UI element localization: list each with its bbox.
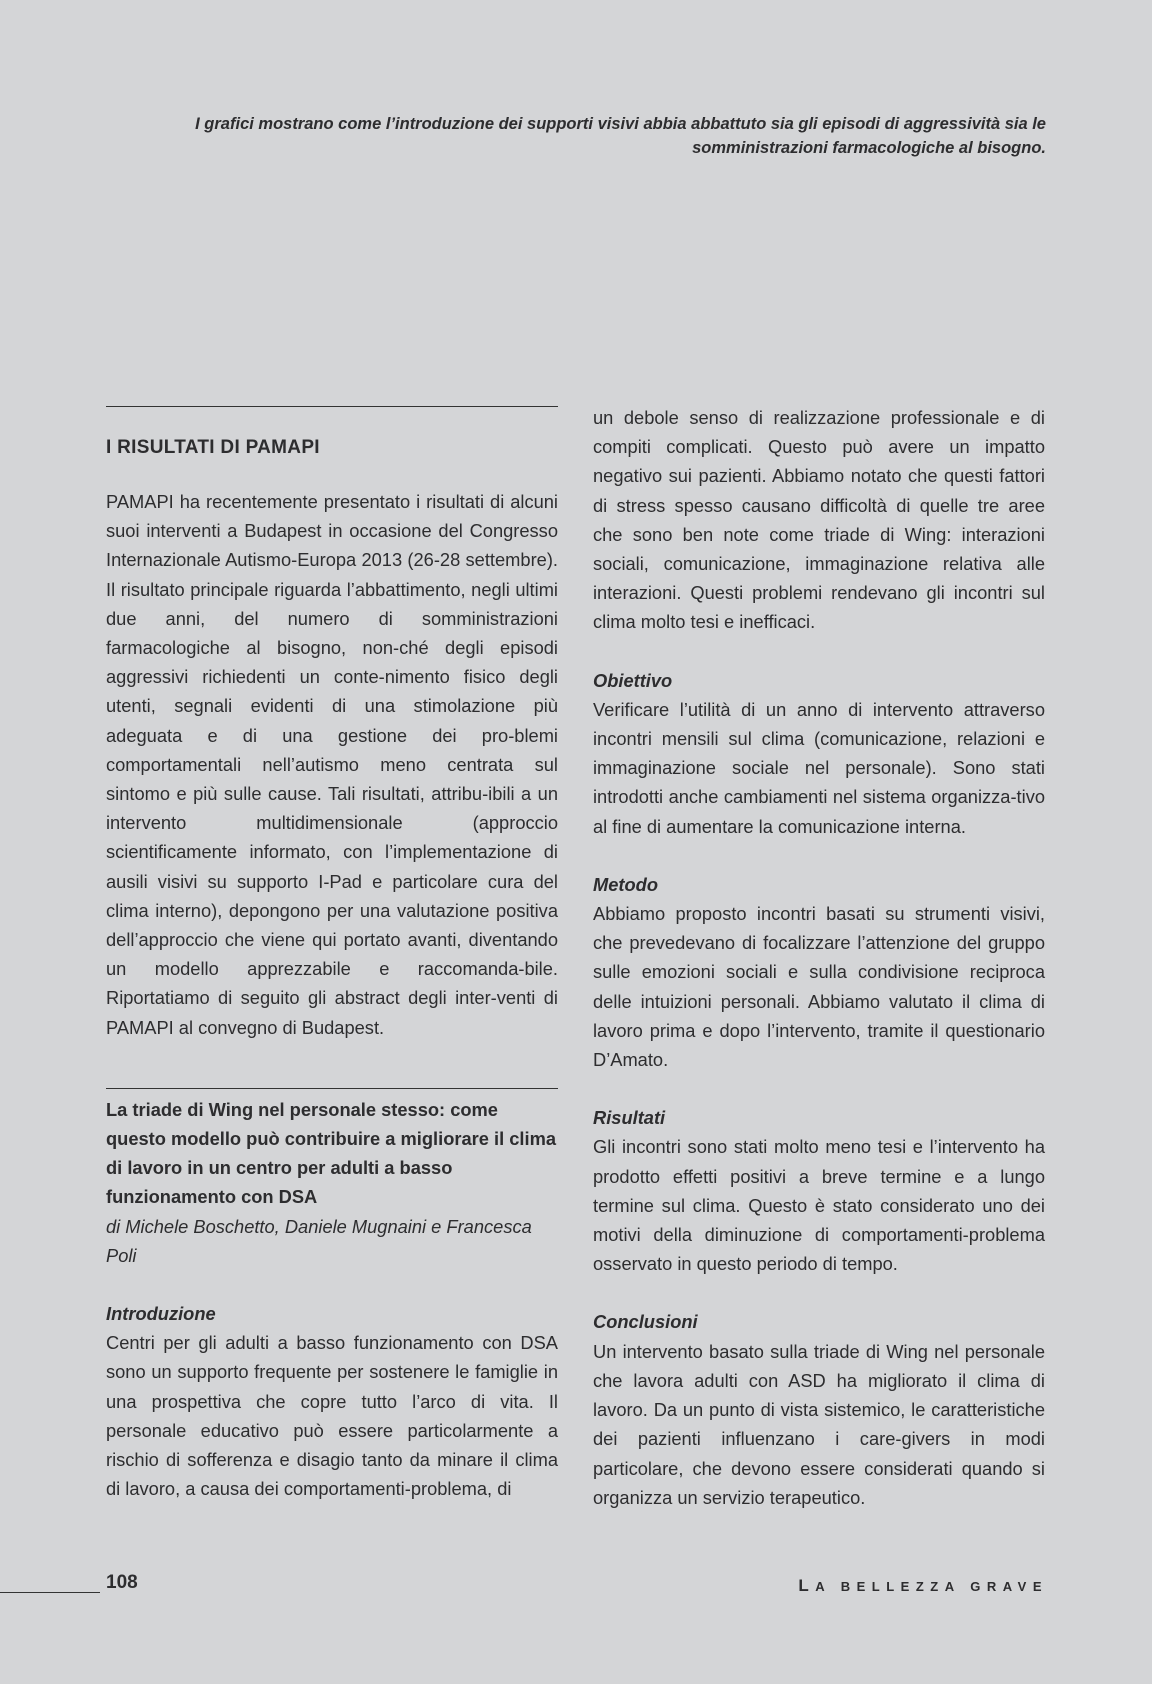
metodo-text: Abbiamo proposto incontri basati su strumenti visivi, che prevedevano di focalizzare l’attenzione del gruppo sulle emozioni sociali e sulla condivisione reciproca delle intuizioni personali. Abbiamo valutato il clima di lavoro prima e dopo l’intervento, tramite il questionario D’Amato. bbox=[593, 903, 1045, 1071]
running-title bbox=[798, 1576, 1048, 1596]
article-authors: di Michele Boschetto, Daniele Mugnaini e Francesca Poli bbox=[106, 1215, 532, 1266]
risultati-heading: Risultati bbox=[593, 1107, 666, 1129]
right-column bbox=[593, 403, 1045, 1512]
obiettivo-text: Verificare l’utilità di un anno di intervento attraverso incontri mensili sul clima (comunicazione, relazioni e immaginazione sociale nel personale). Sono stati introdotti anche cambiamenti nel sistema organizza-tivo al fine di aumentare la comunicazione interna. bbox=[593, 698, 1045, 837]
conclusioni-text: Un intervento basato sulla triade di Wing nel personale che lavora adulti con ASD ha migliorato il clima di lavoro. Da un punto di vista sistemico, le caratteristiche dei pazienti influenzano i care-givers in modi particolare, che devono essere considerati quando si organizza un servizio terapeutico. bbox=[593, 1340, 1045, 1508]
figure-caption: I grafici mostrano come l’introduzione dei supporti visivi abbia abbattuto sia gli episodi di aggressività sia le somministrazioni farmacologiche al bisogno. bbox=[195, 115, 1046, 157]
intro-heading: Introduzione bbox=[106, 1303, 216, 1325]
left-column bbox=[106, 406, 558, 1504]
running-title-cap: L bbox=[798, 1576, 816, 1595]
section-body: PAMAPI ha recentemente presentato i risultati di alcuni suoi interventi a Budapest in occasione del Congresso Internazionale Autismo-Europa 2013 (26-28 settembre). Il risultato principale riguarda l’abbattimento, negli ultimi due anni, del numero di somministrazioni farmacologiche al bisogno, non-ché degli episodi aggressivi richiedenti un conte-nimento fisico degli utenti, segnali evidenti di una stimolazione più adeguata e di una gestione dei pro-blemi comportamentali nell’autismo meno centrata sul sintomo e più sulle cause. Tali risultati, attribu-ibili a un intervento multidimensionale (approccio scientificamente informato, con l’implementazione di ausili visivi su supporto I-Pad e particolare cura del clima interno), depongono per una valutazione positiva dell’approccio che viene qui portato avanti, diventando un modello apprezzabile e raccomanda-bile. Riportatiamo di seguito gli abstract degli inter-venti di PAMAPI al convegno di Budapest. bbox=[106, 491, 558, 1038]
article-title: La triade di Wing nel personale stesso: come questo modello può contribuire a migliorare il clima di lavoro in un centro per adulti a basso funzionamento con DSA bbox=[106, 1098, 556, 1208]
obiettivo-heading: Obiettivo bbox=[593, 669, 673, 691]
intro-text-right: un debole senso di realizzazione professionale e di compiti complicati. Questo può avere un impatto negativo sui pazienti. Abbiamo notato che questi fattori di stress spesso causano difficoltà di quelle tre aree che sono ben note come triade di Wing: interazioni sociali, comunicazione, immaginazione relativa alle interazioni. Questi problemi rendevano gli incontri sul clima molto tesi e inefficaci. bbox=[593, 407, 1045, 633]
page-number: 108 bbox=[106, 1572, 138, 1593]
risultati-text: Gli incontri sono stati molto meno tesi e l’intervento ha prodotto effetti positivi a breve termine e a lungo termine sul clima. Questo è stato considerato uno dei motivi della diminuzione di comportamenti-problema osservato in questo periodo di tempo. bbox=[593, 1136, 1045, 1275]
intro-text-left: Centri per gli adulti a basso funzionamento con DSA sono un supporto frequente per sostenere le famiglie in una prospettiva che copre tutto l’arco di vita. Il personale educativo può essere particolarmente a rischio di sofferenza e disagio tanto da minare il clima di lavoro, a causa dei comportamenti-problema, di bbox=[106, 1332, 558, 1500]
running-title-rest: A BELLEZZA GRAVE bbox=[815, 1579, 1048, 1594]
conclusioni-heading: Conclusioni bbox=[593, 1311, 698, 1333]
section-title: I RISULTATI DI PAMAPI bbox=[106, 437, 320, 458]
footer-rule bbox=[0, 1592, 100, 1593]
section-rule bbox=[106, 406, 558, 407]
metodo-heading: Metodo bbox=[593, 873, 658, 895]
